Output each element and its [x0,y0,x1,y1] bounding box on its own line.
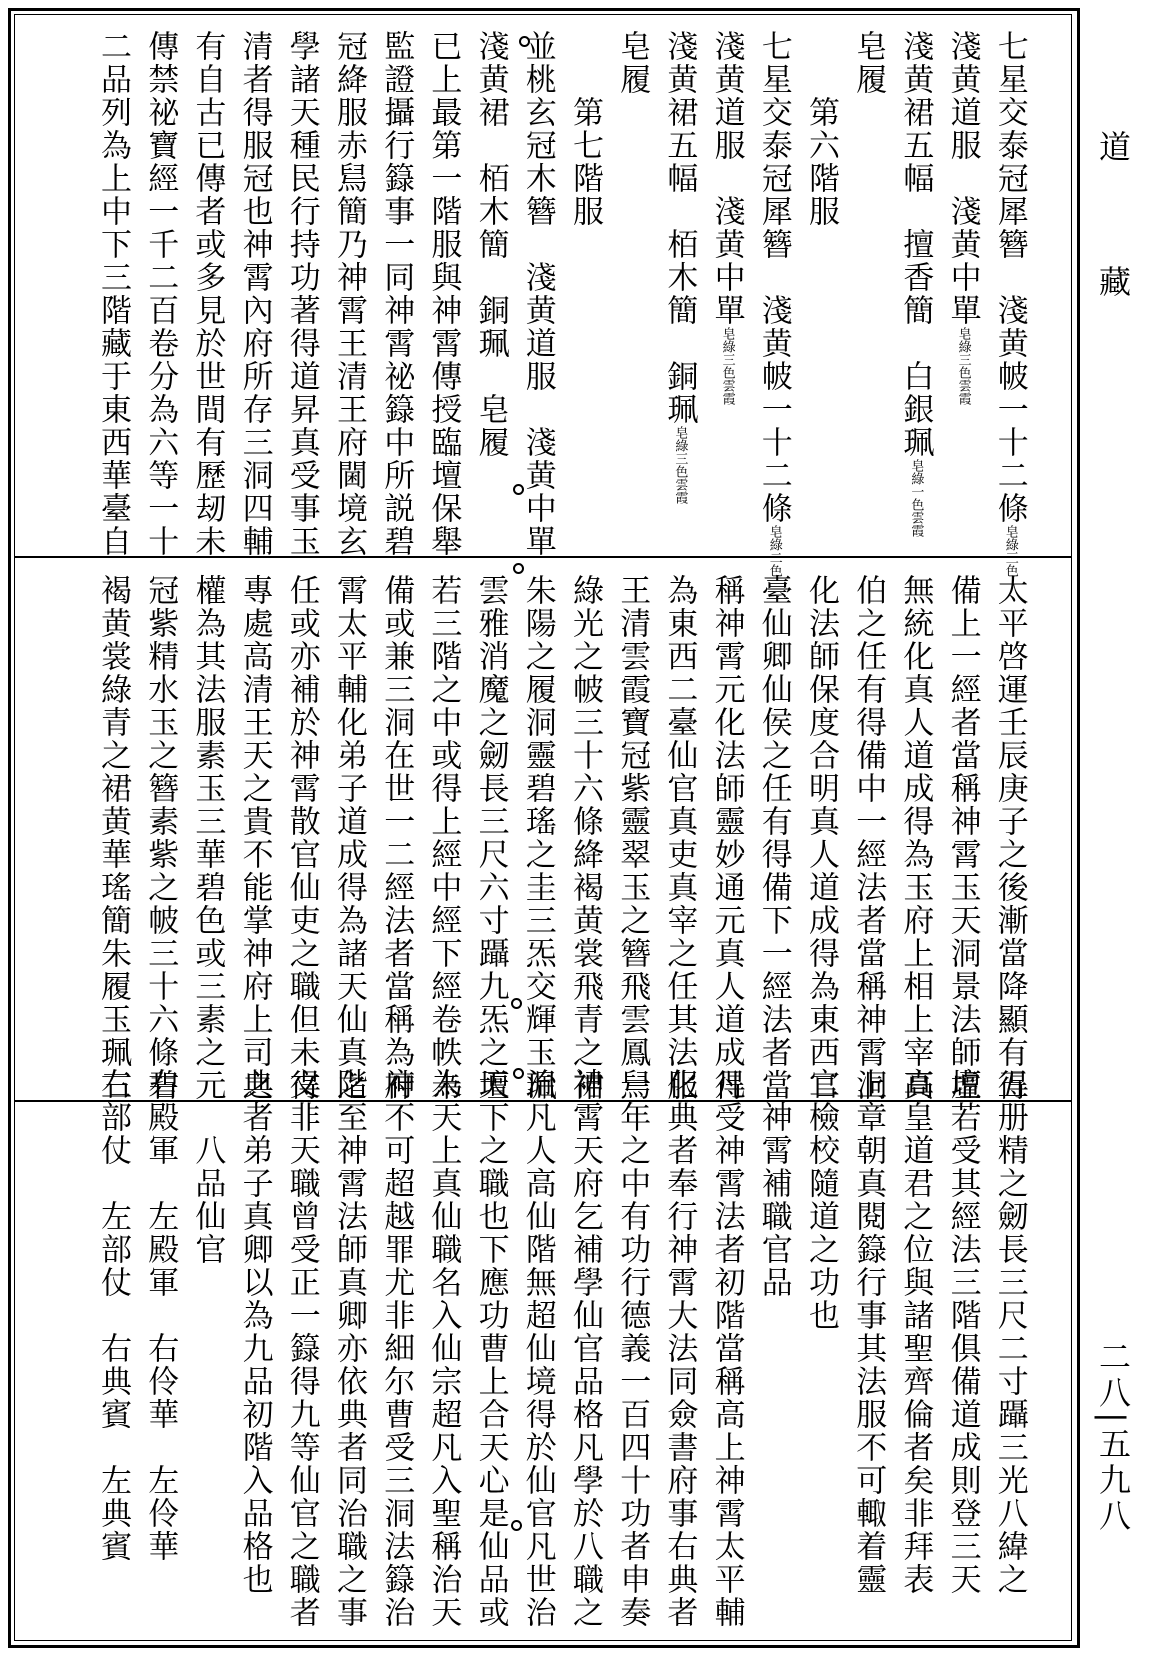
column-text: 第七階服 [567,30,603,228]
column-annotation: 皂綠三色雲霞 [672,426,688,504]
column-text: 皂履 [614,30,651,96]
column-text: 權為其法服素玉三華碧色或三素之元 [189,574,226,1102]
text-column [472,1068,510,1629]
section-circle-mark [513,1068,524,1079]
text-column [944,30,982,405]
column-text: 淺黄道服 淺黄中單 [944,30,981,327]
text-column [896,574,934,1102]
column-text: 神霄天府乞補學仙官品格凡學於八職之 [567,1068,603,1629]
column-text: 褐黄裳綠青之裙黄華瑤簡朱履玉珮三 [95,574,131,1102]
column-text: 朱陽之履洞靈碧瑤之圭三炁交輝玉珮 [519,574,556,1102]
text-column [566,1068,604,1629]
column-text: 太平啓運壬辰庚子之後漸當降顯有得 [991,574,1028,1102]
text-column [755,1068,793,1299]
section-circle-mark [513,484,524,495]
text-column [519,1068,557,1629]
column-text: 天下之職也下應功曹上合天心是仙品或 [472,1068,509,1629]
column-text: 右殿軍 左殿軍 右伶華 左伶華 [142,1068,179,1563]
text-column [660,30,698,504]
column-text: 專處高清王天之貴不能掌神府上司之 [236,574,273,1102]
text-column [236,1068,274,1596]
text-column [849,30,887,96]
column-text: 壇若受其經法三階俱備道成則登三天 [944,1068,981,1596]
text-column [708,30,746,405]
column-text: 綠光之帔三十六條絳褐黄裳飛青之裙 [567,574,603,1102]
text-column [330,1068,368,1629]
column-annotation: 皂綠二色 [766,525,782,577]
text-column [755,30,793,577]
text-column [283,574,321,1102]
column-text: 典者弟子真卿以為九品初階入品格也 [236,1068,273,1596]
text-column [896,30,934,537]
text-column [802,1068,840,1332]
section-circle-mark [511,1520,522,1531]
column-text: 傳禁祕寶經一千二百卷分為六等一十 [142,30,179,558]
column-text: 神霄補職官品 [755,1068,792,1299]
margin-title-char-2: 藏 [1094,265,1132,297]
text-column [991,574,1029,1102]
column-text: 治凡人高仙階無超仙境得於仙官凡世治 [519,1068,556,1629]
column-text: 伯之任有得備中一經法者當稱神霄洞 [850,574,887,1102]
column-text: 無統化真人道成得為玉府上相上宰真 [897,574,934,1102]
text-column [236,30,274,558]
column-text: 七星交泰冠犀簪 淺黄帔一十二條 [755,30,792,525]
column-text: 霄太平輔化弟子道成得為諸天仙真之 [331,574,367,1102]
text-column [141,30,179,558]
text-column [613,1068,651,1629]
section-circle-mark [511,998,522,1009]
column-text: 右部仗 左部仗 右典賓 左典賓 [95,1068,131,1563]
column-text: 監證攝行籙事一同神霄祕籙中所説碧 [378,30,415,558]
column-text: 清者得服冠也神霄內府所存三洞四輔 [236,30,273,558]
column-text: 府不可超越罪尤非細尔曹受三洞法籙治 [378,1068,415,1629]
column-text: 二品列為上中下三階藏于東西華臺自 [95,30,131,558]
text-column [566,30,604,228]
column-text: 淺黄裙五幅 擅香簡 白銀珮 [897,30,934,459]
text-column [141,1068,179,1563]
column-text: 備上一經者當稱神霄玉天洞景法師虛 [944,574,981,1102]
column-text: 稱神霄元化法師靈妙通元真人道成得 [708,574,745,1102]
text-column [94,574,132,1102]
text-column [424,1068,462,1629]
text-column [377,1068,415,1629]
column-annotation: 皂綠三色雲霞 [719,327,735,405]
text-column [94,1068,132,1563]
text-column [944,1068,982,1596]
section-circle-mark [513,563,524,574]
text-column [188,574,226,1102]
text-column [283,1068,321,1629]
column-annotation: 皂綠一色雲霞 [908,459,924,537]
column-annotation: 皂綠三色雲霞 [955,327,971,405]
text-column [377,30,415,558]
column-text: 化法師保度合明真人道成得為東西二 [803,574,839,1102]
column-text: 上章朝真閱籙行事其法服不可輙着靈 [850,1068,887,1596]
column-text: 化典者奉行神霄大法同僉書府事右典者 [661,1068,698,1629]
text-column [330,574,368,1102]
text-column [330,30,368,558]
section-circle-mark [519,36,530,47]
text-column [896,1068,934,1596]
column-text: 高皇道君之位與諸聖齊倫者矣非拜表 [897,1068,934,1596]
text-column [755,574,793,1102]
column-text: 有自古已傳者或多見於世間有歷刼未 [189,30,226,558]
column-text: 淺黄裙五幅 栢木簡 銅珮 [661,30,698,426]
column-text: 凡受神霄法者初階當稱高上神霄太平輔 [708,1068,745,1629]
column-text: 五册精之劒長三尺二寸躡三光八緯之 [991,1068,1028,1596]
column-text: 冠絳服赤舃簡乃神霄王清王府閫境玄 [331,30,367,558]
column-text: 官檢校隨道之功也 [803,1068,839,1332]
text-column [660,1068,698,1629]
text-column [991,1068,1029,1596]
column-text: 任或亦補於神霄散官仙吏之職但未得 [283,574,320,1102]
text-column [944,574,982,1102]
text-column [613,574,651,1102]
column-text: 文非天職曾受正一籙得九等仙官之職者 [283,1068,320,1629]
text-column [708,1068,746,1629]
column-text: 皂履 [850,30,887,96]
text-column [708,574,746,1102]
margin-title-char-1: 道 [1094,130,1132,162]
text-column [188,30,226,558]
text-column [660,574,698,1102]
text-column [141,574,179,1102]
column-text: 學諸天種民行持功著得道昇真受事玉 [283,30,320,558]
text-column [424,30,462,558]
column-text: 王清雲霞寶冠紫靈翠玉之簪飛雲鳳舃 [614,574,651,1102]
column-text: 第六階服 [803,30,839,228]
text-column [472,574,510,1102]
text-column [991,30,1029,577]
column-text: 八品仙官 [189,1068,226,1266]
text-column [519,574,557,1102]
text-column [424,574,462,1102]
column-annotation: 皂綠三色 [1002,525,1018,577]
text-column [849,1068,887,1596]
column-text: 冠紫精水玉之簪素紫之帔三十六條碧 [142,574,179,1102]
column-text: 淺黄道服 淺黄中單 [708,30,745,327]
column-text: 為天上真仙職名入仙宗超凡入聖稱治天 [425,1068,462,1629]
column-text: 淺黄裙 栢木簡 銅珮 皂履 [472,30,509,459]
text-column [566,574,604,1102]
column-text: 並桃玄冠木簪 淺黄道服 淺黄中單 [519,30,556,558]
text-column [519,30,557,558]
column-text: 七星交泰冠犀簪 淺黄帔一十二條 [991,30,1028,525]
text-column [283,30,321,558]
text-column [802,30,840,228]
text-column [613,30,651,96]
page-number: 二八|五九八 [1094,1340,1132,1535]
column-text: 雲雅消魔之劒長三尺六寸躡九炁之壇 [472,574,509,1102]
text-column [849,574,887,1102]
text-column [472,30,510,459]
text-column [94,30,132,558]
text-column [802,574,840,1102]
text-column [236,574,274,1102]
text-column [377,574,415,1102]
column-text: 為東西二臺仙官真吏真宰之任其法服 [661,574,698,1102]
column-text: 備或兼三洞在世一二經法者當稱為神 [378,574,415,1102]
column-text: 一年之中有功行德義一百四十功者申奏 [614,1068,651,1629]
column-text: 階至神霄法師真卿亦依典者同治職之事 [331,1068,367,1629]
text-column [188,1068,226,1266]
column-text: 臺仙卿仙侯之任有得備下一經法者當 [755,574,792,1102]
column-text: 已上最第一階服與神霄傳授臨壇保舉 [425,30,462,558]
column-text: 若三階之中或得上經中經下經卷帙未 [425,574,462,1102]
